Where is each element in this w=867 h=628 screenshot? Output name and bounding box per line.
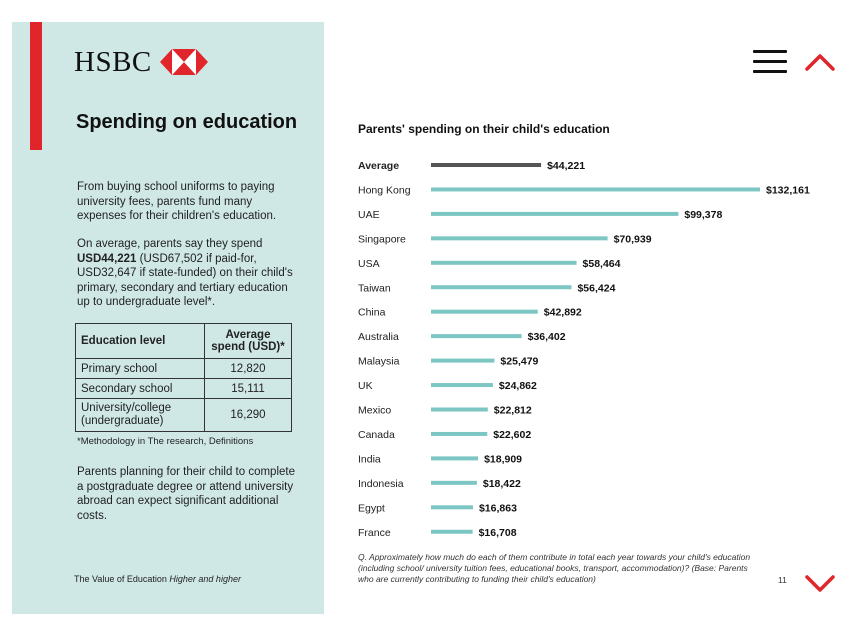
category-label: Mexico xyxy=(358,404,392,417)
bar xyxy=(431,212,678,216)
education-level-table xyxy=(75,323,292,432)
value-label: $36,402 xyxy=(527,331,566,344)
category-label: India xyxy=(358,453,381,466)
bar xyxy=(431,432,487,436)
value-label: $42,892 xyxy=(543,306,582,319)
table-header-row xyxy=(76,324,292,359)
bar xyxy=(431,285,571,289)
bar xyxy=(431,163,541,167)
bar xyxy=(431,261,577,265)
value-label: $18,909 xyxy=(484,453,523,466)
methodology-footnote: *Methodology in The research, Definitions xyxy=(77,436,254,447)
category-label: France xyxy=(358,526,391,539)
average-text-post: (USD67,502 if paid-for, USD32,647 if state-funded) on their child's primary, secondary and tertiary education up to undergraduate level*. xyxy=(77,252,293,308)
header-education-level: Education level xyxy=(76,324,205,359)
survey-question: Q. Approximately how much do each of them contribute in total each year towards your child's education (including school/ university tuition fees, educational books, transport, accommodation)? (Base: Parents who are currently contributing to funding their child's education) xyxy=(358,552,751,584)
logo-text: HSBC xyxy=(74,45,152,78)
value-label: $24,862 xyxy=(498,380,537,393)
value-label: $70,939 xyxy=(613,233,652,246)
bar xyxy=(431,456,478,460)
bar xyxy=(431,383,493,387)
table-cell-level: Primary school xyxy=(76,359,205,379)
category-label: UK xyxy=(358,380,373,393)
publication-name: The Value of Education xyxy=(74,574,170,584)
category-label: Canada xyxy=(358,428,395,441)
table-row xyxy=(76,379,292,399)
category-label: Australia xyxy=(358,331,399,344)
hsbc-logo xyxy=(74,44,208,80)
value-label: $22,602 xyxy=(493,428,532,441)
hamburger-menu-icon[interactable] xyxy=(753,48,787,76)
table-row xyxy=(76,359,292,379)
category-label: Singapore xyxy=(358,233,406,246)
average-spend-text xyxy=(77,237,299,310)
chevron-down-icon[interactable] xyxy=(804,574,836,594)
value-label: $16,708 xyxy=(478,526,517,539)
publication-title xyxy=(74,574,241,584)
page-title: Spending on education xyxy=(76,111,298,133)
table-cell-spend: 16,290 xyxy=(205,399,292,432)
bar xyxy=(431,236,608,240)
bar xyxy=(431,505,473,509)
header-average-spend: Average spend (USD)* xyxy=(205,324,292,359)
category-label: USA xyxy=(358,257,380,270)
category-label: Average xyxy=(358,160,400,172)
value-label: $18,422 xyxy=(482,477,521,490)
category-label: Hong Kong xyxy=(358,184,411,197)
category-label: Malaysia xyxy=(358,355,400,368)
hsbc-hexagon-icon xyxy=(160,49,208,75)
category-label: Taiwan xyxy=(358,282,391,295)
bar-chart xyxy=(340,150,820,545)
table-cell-level: Secondary school xyxy=(76,379,205,399)
bar xyxy=(431,530,473,534)
table-cell-level: University/college (undergraduate) xyxy=(76,399,205,432)
bar xyxy=(431,334,522,338)
value-label: $22,812 xyxy=(493,404,532,417)
chevron-up-icon[interactable] xyxy=(804,52,836,72)
page-number: 11 xyxy=(778,575,787,585)
table-cell-spend: 15,111 xyxy=(205,379,292,399)
publication-subtitle: Higher and higher xyxy=(169,574,241,584)
value-label: $56,424 xyxy=(577,282,616,295)
value-label: $16,863 xyxy=(478,502,517,515)
postgraduate-text: Parents planning for their child to complete a postgraduate degree or attend university abroad can expect significant additional costs. xyxy=(77,466,295,522)
brand-accent-bar xyxy=(30,22,42,150)
bar xyxy=(431,359,494,363)
value-label: $99,378 xyxy=(684,208,723,221)
chart-title: Parents' spending on their child's education xyxy=(358,122,610,136)
bar xyxy=(431,187,760,191)
value-label: $25,479 xyxy=(500,355,539,368)
table-row xyxy=(76,399,292,432)
category-label: Indonesia xyxy=(358,477,404,490)
bar xyxy=(431,408,488,412)
average-text-pre: On average, parents say they spend xyxy=(77,238,263,250)
value-label: $132,161 xyxy=(766,184,810,197)
average-amount: USD44,221 xyxy=(77,252,137,265)
category-label: China xyxy=(358,306,386,319)
value-label: $44,221 xyxy=(547,160,586,172)
category-label: Egypt xyxy=(358,502,385,515)
value-label: $58,464 xyxy=(582,257,621,270)
table-cell-spend: 12,820 xyxy=(205,359,292,379)
category-label: UAE xyxy=(358,208,380,221)
bar xyxy=(431,310,538,314)
bar xyxy=(431,481,477,485)
intro-text: From buying school uniforms to paying university fees, parents fund many expenses for their children's education. xyxy=(77,181,277,222)
